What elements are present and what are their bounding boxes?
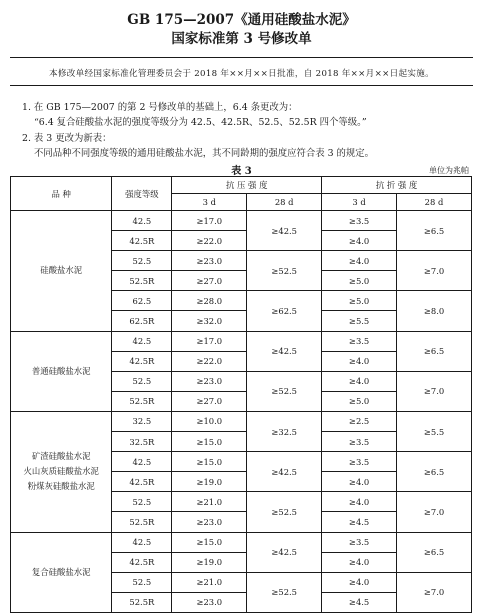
flexural-3d-cell: ≥4.5 [322, 512, 397, 532]
flexural-3d-cell: ≥5.0 [322, 271, 397, 291]
compressive-28d-cell: ≥62.5 [247, 291, 322, 331]
flexural-3d-cell: ≥4.0 [322, 251, 397, 271]
grade-cell: 32.5R [112, 432, 172, 452]
compressive-3d-cell: ≥21.0 [172, 492, 247, 512]
grade-cell: 42.5 [112, 331, 172, 351]
flexural-3d-cell: ≥4.0 [322, 552, 397, 572]
table-row [11, 532, 472, 552]
flexural-3d-cell: ≥4.0 [322, 371, 397, 391]
compressive-28d-cell: ≥42.5 [247, 532, 322, 572]
table-row [11, 211, 472, 231]
header-flexural: 抗 折 强 度 [322, 177, 472, 194]
flexural-28d-cell: ≥6.5 [397, 452, 472, 492]
compressive-3d-cell: ≥17.0 [172, 331, 247, 351]
top-rule [10, 57, 473, 58]
strength-table [10, 176, 472, 613]
compressive-28d-cell: ≥52.5 [247, 492, 322, 532]
variety-cell [11, 331, 112, 411]
compressive-3d-cell: ≥32.0 [172, 311, 247, 331]
paragraph-3: 2. 表 3 更改为新表： [22, 133, 112, 144]
paragraph-2: “6.4 复合硅酸盐水泥的强度等级分为 42.5、42.5R、52.5、52.5R 四个等级。” [34, 117, 367, 128]
grade-cell: 62.5R [112, 311, 172, 331]
variety-cell [11, 211, 112, 332]
compressive-28d-cell: ≥42.5 [247, 452, 322, 492]
grade-cell: 52.5R [112, 592, 172, 612]
document-subtitle: 国家标准第 3 号修改单 [171, 31, 312, 47]
flexural-3d-cell: ≥4.0 [322, 351, 397, 371]
flexural-3d-cell: ≥5.5 [322, 311, 397, 331]
compressive-3d-cell: ≥22.0 [172, 351, 247, 371]
grade-cell: 32.5 [112, 411, 172, 431]
flexural-3d-cell: ≥4.0 [322, 472, 397, 492]
flexural-28d-cell: ≥7.0 [397, 572, 472, 612]
flexural-28d-cell: ≥7.0 [397, 371, 472, 411]
variety-name: 硅酸盐水泥 [40, 265, 83, 276]
compressive-3d-cell: ≥23.0 [172, 592, 247, 612]
compressive-3d-cell: ≥27.0 [172, 391, 247, 411]
variety-name: 火山灰质硅酸盐水泥 [23, 466, 99, 477]
variety-name: 矿渣硅酸盐水泥 [31, 451, 91, 462]
compressive-28d-cell: ≥42.5 [247, 331, 322, 371]
grade-cell: 42.5R [112, 351, 172, 371]
variety-name: 普通硅酸盐水泥 [31, 365, 91, 376]
grade-cell: 52.5 [112, 492, 172, 512]
flexural-3d-cell: ≥2.5 [322, 411, 397, 431]
compressive-28d-cell: ≥32.5 [247, 411, 322, 451]
grade-cell: 52.5R [112, 512, 172, 532]
grade-cell: 52.5 [112, 371, 172, 391]
compressive-3d-cell: ≥23.0 [172, 512, 247, 532]
compressive-3d-cell: ≥15.0 [172, 452, 247, 472]
flexural-3d-cell: ≥4.0 [322, 572, 397, 592]
compressive-3d-cell: ≥17.0 [172, 211, 247, 231]
flexural-3d-cell: ≥3.5 [322, 532, 397, 552]
compressive-28d-cell: ≥52.5 [247, 572, 322, 612]
header-flexural-3d: 3 d [322, 194, 397, 211]
flexural-3d-cell: ≥5.0 [322, 291, 397, 311]
grade-cell: 42.5R [112, 552, 172, 572]
header-flexural-28d: 28 d [397, 194, 472, 211]
grade-cell: 42.5R [112, 231, 172, 251]
variety-name: 粉煤灰硅酸盐水泥 [27, 481, 95, 492]
flexural-28d-cell: ≥7.0 [397, 251, 472, 291]
grade-cell: 52.5 [112, 251, 172, 271]
approval-notice: 本修改单经国家标准化管理委员会于 2018 年××月××日批准，自 2018 年××月××日起实施。 [48, 69, 435, 79]
flexural-3d-cell: ≥4.0 [322, 492, 397, 512]
table-row [11, 331, 472, 351]
compressive-28d-cell: ≥52.5 [247, 251, 322, 291]
compressive-3d-cell: ≥10.0 [172, 411, 247, 431]
grade-cell: 42.5 [112, 211, 172, 231]
variety-name: 复合硅酸盐水泥 [31, 566, 91, 577]
table-body [11, 211, 472, 613]
grade-cell: 42.5R [112, 472, 172, 492]
compressive-3d-cell: ≥15.0 [172, 532, 247, 552]
compressive-28d-cell: ≥52.5 [247, 371, 322, 411]
compressive-3d-cell: ≥19.0 [172, 552, 247, 572]
flexural-28d-cell: ≥6.5 [397, 331, 472, 371]
second-rule [10, 85, 473, 86]
grade-cell: 42.5 [112, 452, 172, 472]
header-variety: 品 种 [11, 177, 112, 211]
grade-cell: 62.5 [112, 291, 172, 311]
header-compressive-28d: 28 d [247, 194, 322, 211]
grade-cell: 52.5R [112, 391, 172, 411]
variety-cell [11, 411, 112, 532]
header-grade: 强度等级 [112, 177, 172, 211]
flexural-28d-cell: ≥5.5 [397, 411, 472, 451]
table-caption: 表 3 [231, 166, 252, 177]
document-title: GB 175—2007《通用硅酸盐水泥》 [127, 12, 356, 28]
flexural-3d-cell: ≥4.5 [322, 592, 397, 612]
table-row [11, 411, 472, 431]
flexural-3d-cell: ≥3.5 [322, 452, 397, 472]
paragraph-1: 1. 在 GB 175—2007 的第 2 号修改单的基础上，6.4 条更改为： [22, 102, 298, 113]
flexural-28d-cell: ≥6.5 [397, 211, 472, 251]
flexural-3d-cell: ≥5.0 [322, 391, 397, 411]
paragraph-4: 不同品种不同强度等级的通用硅酸盐水泥，其不同龄期的强度应符合表 3 的规定。 [34, 148, 375, 159]
flexural-28d-cell: ≥6.5 [397, 532, 472, 572]
grade-cell: 52.5 [112, 572, 172, 592]
compressive-3d-cell: ≥28.0 [172, 291, 247, 311]
compressive-3d-cell: ≥23.0 [172, 371, 247, 391]
flexural-28d-cell: ≥8.0 [397, 291, 472, 331]
compressive-3d-cell: ≥19.0 [172, 472, 247, 492]
compressive-3d-cell: ≥23.0 [172, 251, 247, 271]
flexural-28d-cell: ≥7.0 [397, 492, 472, 532]
grade-cell: 42.5 [112, 532, 172, 552]
header-compressive: 抗 压 强 度 [172, 177, 322, 194]
compressive-3d-cell: ≥27.0 [172, 271, 247, 291]
table-unit: 单位为兆帕 [429, 166, 469, 175]
flexural-3d-cell: ≥4.0 [322, 231, 397, 251]
compressive-3d-cell: ≥22.0 [172, 231, 247, 251]
compressive-3d-cell: ≥15.0 [172, 432, 247, 452]
flexural-3d-cell: ≥3.5 [322, 211, 397, 231]
compressive-28d-cell: ≥42.5 [247, 211, 322, 251]
variety-cell [11, 532, 112, 612]
flexural-3d-cell: ≥3.5 [322, 432, 397, 452]
header-compressive-3d: 3 d [172, 194, 247, 211]
grade-cell: 52.5R [112, 271, 172, 291]
compressive-3d-cell: ≥21.0 [172, 572, 247, 592]
flexural-3d-cell: ≥3.5 [322, 331, 397, 351]
